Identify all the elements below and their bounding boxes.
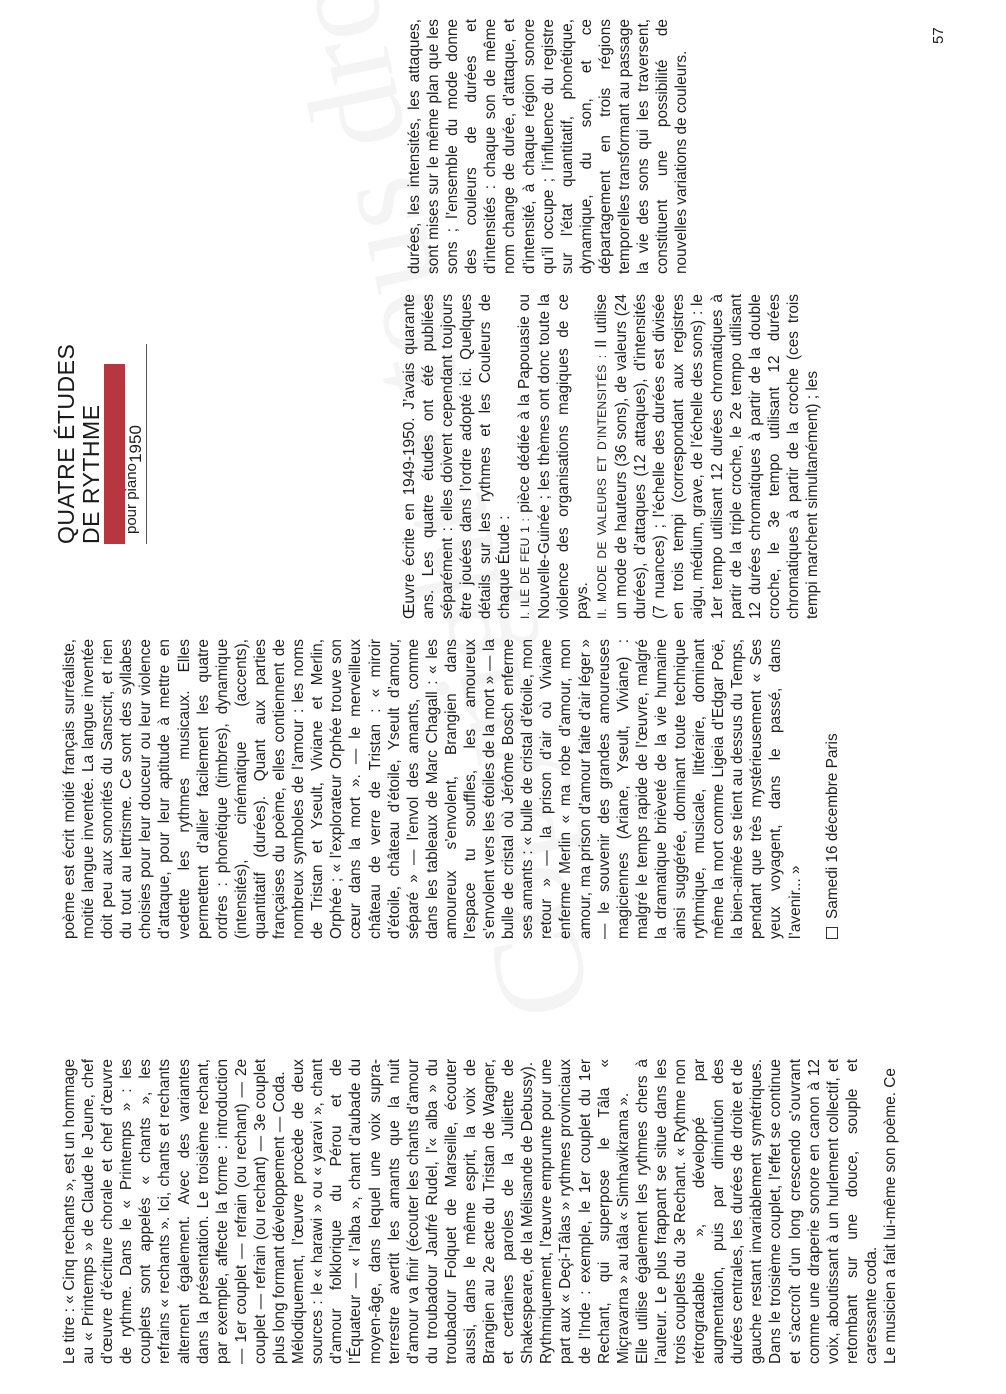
paragraph: Le musicien a fait lui-même son poème. Ce xyxy=(882,1068,900,1364)
instrument-label: pour piano xyxy=(123,463,140,534)
part-1 xyxy=(515,294,592,619)
paragraph: Rythmiquement, l’œuvre emprunte pour une part aux « Deçi-Tâlas » rythmes provinciaux de l’Inde : exemple, le 1er couplet du 1er Rechant, qui superpose le Tâla « Miçravarna » au tâla « Simhavikrama ». xyxy=(538,1059,632,1364)
part-2-text: Il utilise un mode de hauteurs (36 sons), de valeurs (24 durées), d’attaques (12 attaques), d’intensités (7 nuances) ; l’échelle des durées est divisée en trois tempi (correspondant aux registres aigu, médium, grave, de l’échelle des sons) : le 1er tempo utilisant 12 durées chromatiques à partir de la triple croche, le 2e tempo utilisant 12 durées chromatiques à partir de la double croche, le 3e tempo utilisant 12 durées chromatiques à partir de la croche (ces trois tempi marchent simultanément) ; les xyxy=(592,294,821,619)
part-2 xyxy=(592,294,822,619)
intro-paragraph: Œuvre écrite en 1949-1950. J’avais quarante ans. Les quatre études ont été publiées séparément : elles doivent cependant toujours être jouées dans l’ordre adopté ici. Quelques détails sur les rythmes et les Couleurs de chaque Étude : xyxy=(401,294,514,619)
paragraph: Elle utilise également les rythmes chers à l’auteur. Le plus frappant se situe dans les trois couplets du 3e Rechant. « Rythme non rétrogradable », développé par augmentation, puis par diminution des durées centrales, les durées de droite et de gauche restant invariablement symétriques. Dans le troisième couplet, l’effet se continue et s’accroît d’un long crescendo s’ouvrant comme une draperie sonore en canon à 12 voix, aboutissant à un hurlement collectif, et retombant sur une douce, souple et caressante coda. xyxy=(633,1059,880,1364)
column-2 xyxy=(60,639,842,939)
page-number: 57 xyxy=(930,27,947,44)
paragraph: Le titre : « Cinq rechants », est un hommage au « Printemps » de Claude le Jeune, chef d’œuvre d’écriture chorale et chef d’œuvre de rythme. Dans le « Printemps » : les couplets sont appelés « chants », les refrains « rechants ». Ici, chants et rechants alternent également. Avec des variantes dans la présentation. Le troisième rechant, par exemple, affecte la forme : introduction — 1er couplet — refrain (ou rechant) — 2e couplet — refrain (ou rechant) — 3e couplet plus long formant développement — Coda. xyxy=(61,1059,289,1364)
date-line xyxy=(823,639,842,939)
paragraph: poème est écrit moitié français surréaliste, moitié langue inventée. La langue inventée doit peu aux sonorités du Sanscrit, et rien du tout au lettrisme. Ce sont des syllabes choisies pour leur douceur ou leur violence d’attaque, pour leur aptitude à mettre en vedette les rythmes musicaux. Elles permettent d’allier facilement les quatre ordres : phonétique (timbres), dynamique (intensités), cinématique (accents), quantitatif (durées). Quant aux parties françaises du poème, elles contiennent de nombreux symboles de l’amour : les noms de Tristan et Yseult, Viviane et Merlin, Orphée ; « l’explorateur Orphée trouve son cœur dans la mort ». — le merveilleux château de verre de Tristan : « miroir d’étoile, château d’étoile, Yseult d’amour, séparé » — l’envol des amants, comme dans les tableaux de Marc Chagall : « les amoureux s’envolent, Brangien dans l’espace tu souffles, les amoureux s’envolent vers les étoiles de la mort » — la bulle de cristal où Jérôme Bosch enferme ses amants : « bulle de cristal d’étoile, mon retour » — la prison d’air où Viviane enferme Merlin « ma robe d’amour, mon amour, ma prison d’amour faite d’air léger » — le souvenir des grandes amoureuses magiciennes (Ariane, Yseult, Viviane) : malgré le temps rapide de l’œuvre, malgré la dramatique brièveté de la vie humaine ainsi suggérée, dominant toute technique rythmique, musicale, littéraire, dominant même la mort comme Ligeia d’Edgar Poë, la bien-aimée se tient au dessus du Temps, pendant que très mystérieusement « Ses yeux voyagent, dans le passé, dans l’avenir... » xyxy=(61,639,804,939)
year: 1950 xyxy=(125,344,147,544)
part-2-heading: II. MODE DE VALEURS ET D’INTENSITÉS : xyxy=(594,354,609,619)
title-accent-band xyxy=(104,364,125,544)
title-line-2: DE RYTHME xyxy=(78,404,104,544)
column-3 xyxy=(400,294,822,619)
part-1-heading: I. ILE DE FEU 1 : xyxy=(517,517,532,619)
paragraph: durées, les intensités, les attaques, sont mises sur le même plan que les sons ; l’ensemble du mode donne des couleurs de durées et d’intensités : chaque son de même nom change de durée, d’attaque, et d’intensité, à chaque région sonore qu’il occupe ; l’influence du registre sur l’état quantitatif, phonétique, dynamique, du son, et ce départagement en trois régions temporelles transformant au passage la vie des sons qui les traversent, constituent une possibilité de nouvelles variations de couleurs. xyxy=(406,19,691,274)
date-text: Samedi 16 décembre Paris xyxy=(823,733,841,919)
column-4 xyxy=(405,19,691,274)
part-1-text: pièce dédiée à la Papouasie ou Nouvelle-Guinée ; les thèmes ont donc toute la violence des organisations magiques de ce pays. xyxy=(515,294,591,619)
square-bullet-icon xyxy=(826,927,838,939)
title-line-1: QUATRE ÉTUDES xyxy=(53,343,79,544)
column-1 xyxy=(60,1059,900,1364)
paragraph: Mélodiquement, l’œuvre procède de deux sources : le « harawi » ou « yaravi », chant d’amour folklorique du Pérou et de l’Équateur — « l’alba », chant d’aubade du moyen-âge, dans lequel une voix supra-terrestre avertit les amants que la nuit d’amour va finir (écouter les chants d’amour du troubadour Jaufré Rudel, l’« alba » du troubadour Folquet de Marseille, écouter aussi, dans le même esprit, la voix de Brangien au 2e acte du Tristan de Wagner, et certaines paroles de la Juliette de Shakespeare, de la Mélisande de Debussy). xyxy=(290,1059,537,1364)
